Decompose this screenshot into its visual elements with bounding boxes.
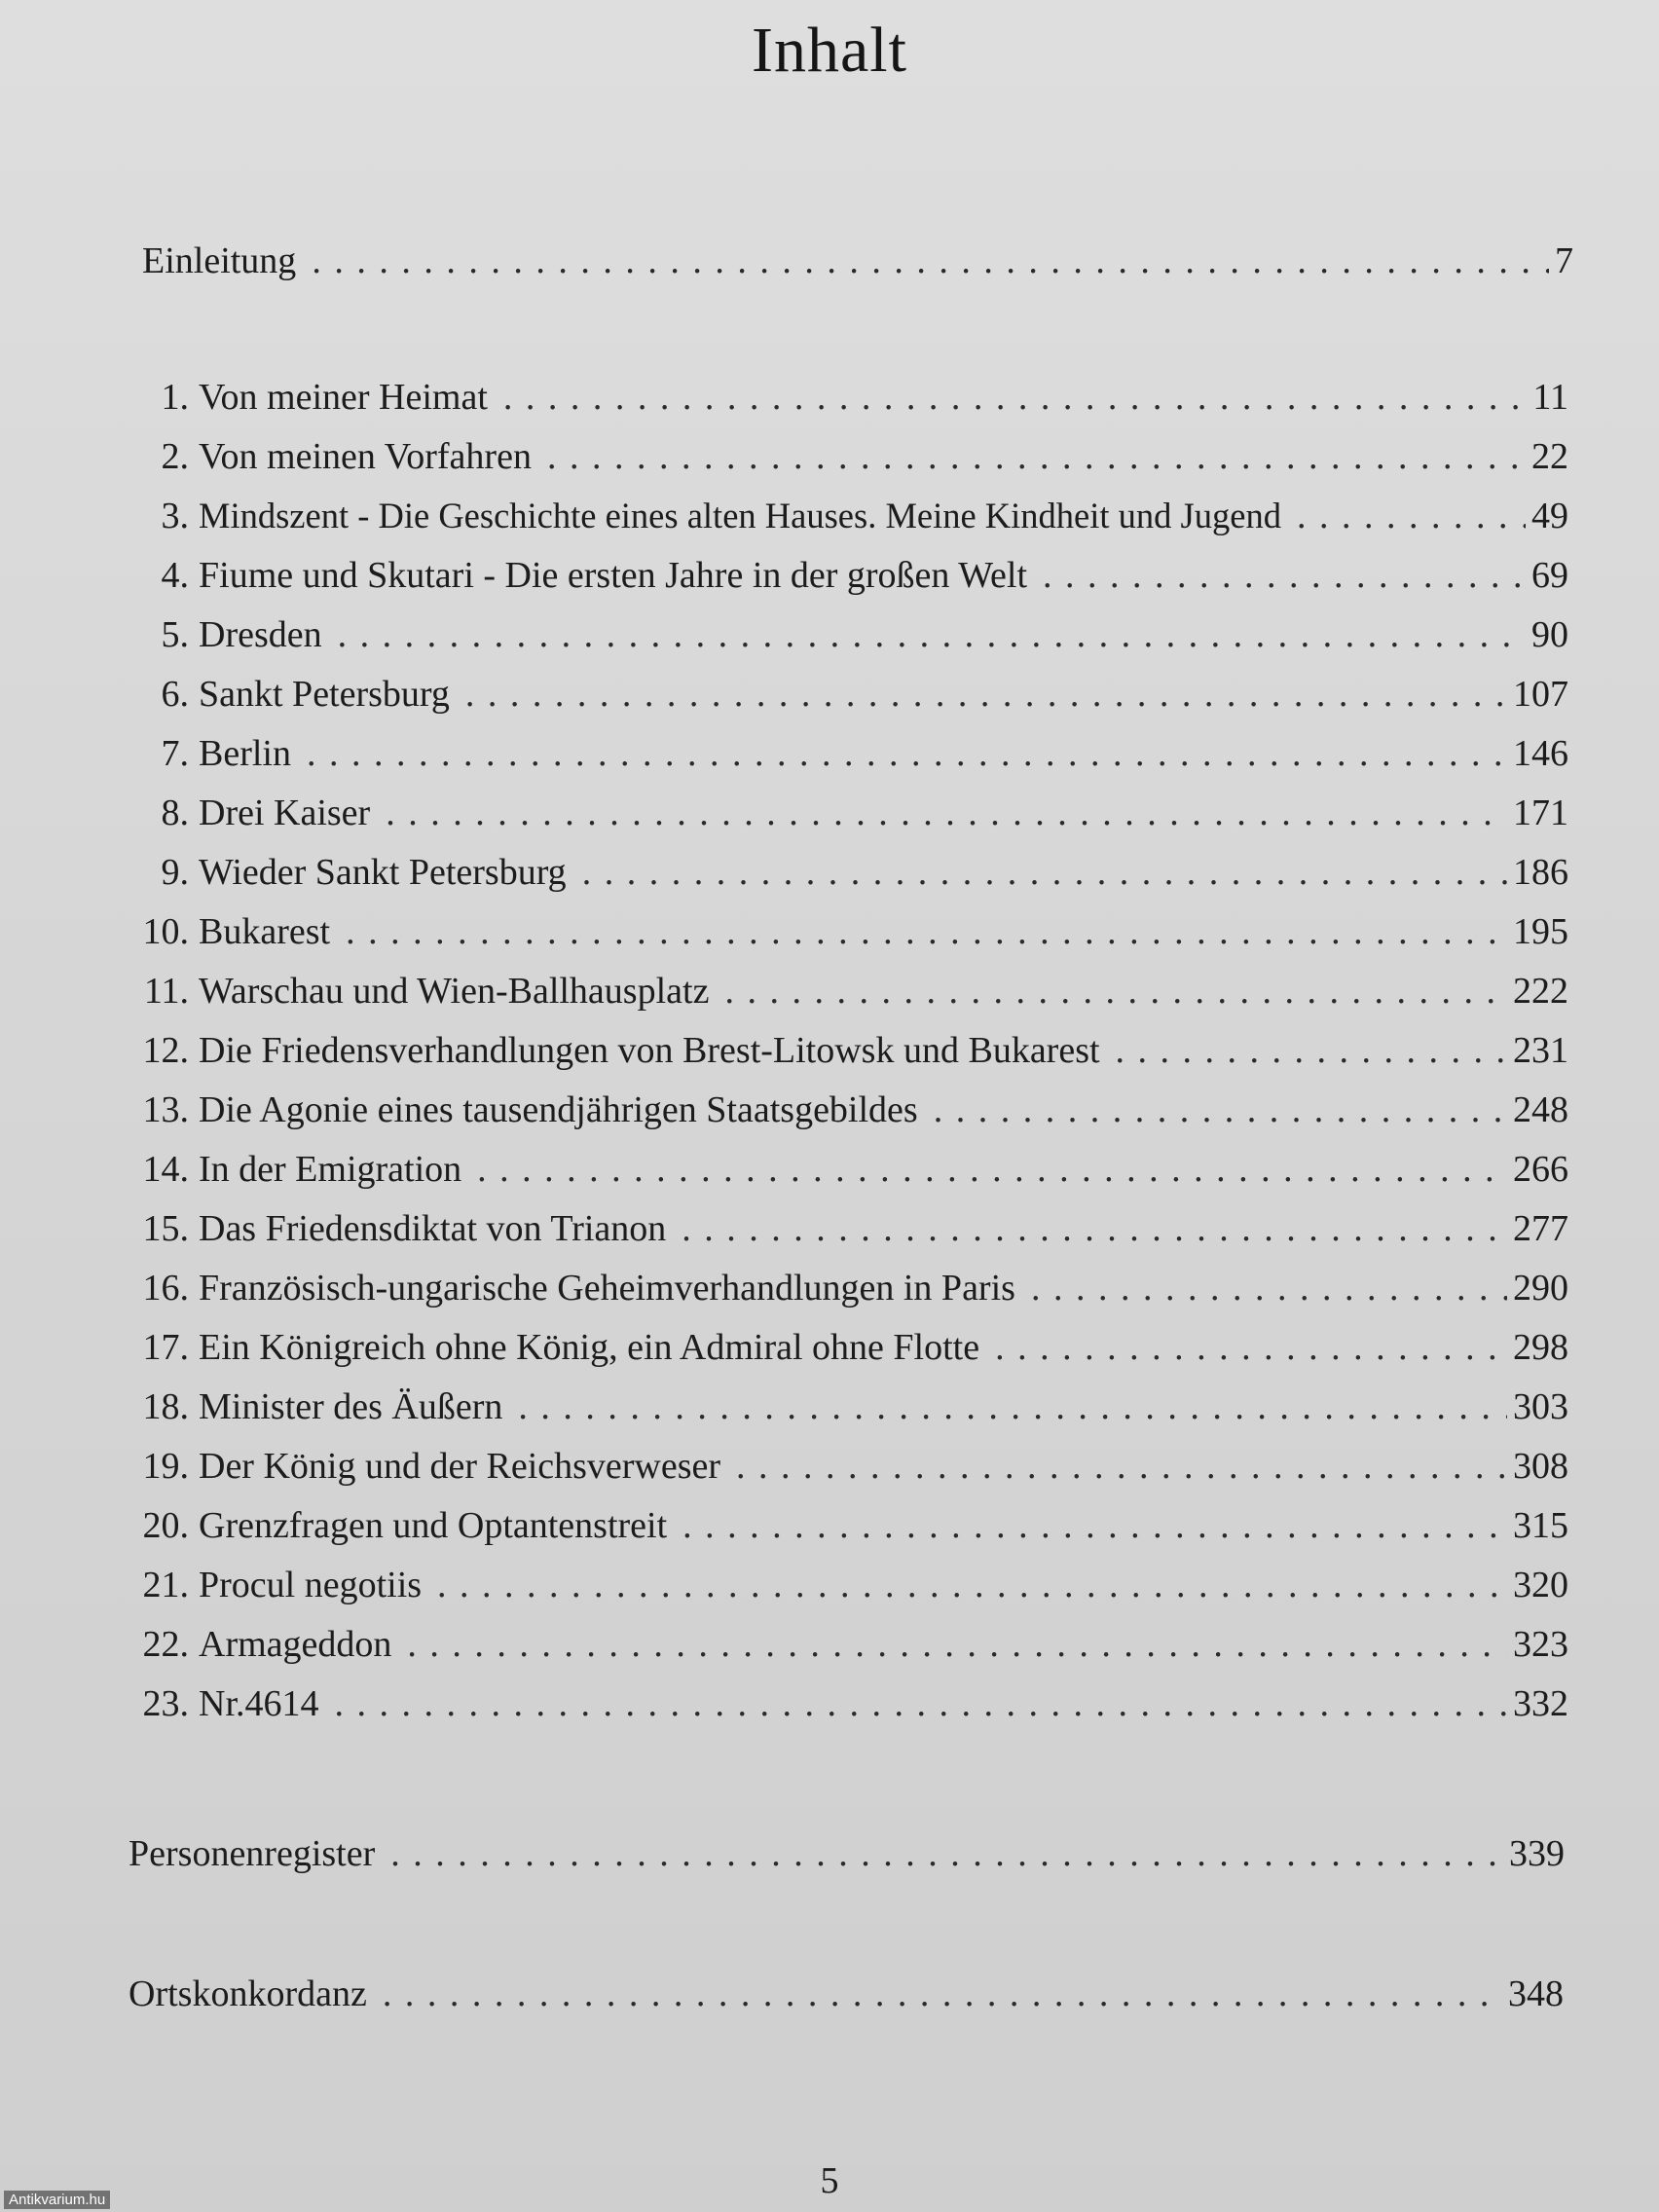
toc-entry-number: 16. [142,1268,189,1309]
dot-leader [582,849,1507,896]
toc-page-number: 332 [1513,1683,1568,1724]
toc-entry [117,968,1568,1014]
dot-leader [934,1087,1507,1133]
toc-entry-title: In der Emigration [199,1149,462,1190]
dot-leader [682,1502,1507,1549]
toc-entry-title: Die Agonie eines tausendjährigen Staatsgebildes [199,1089,918,1130]
toc-page-number: 90 [1531,614,1568,655]
toc-page-number: 7 [1555,240,1573,281]
toc-entry-title: Die Friedensverhandlungen von Brest-Litowsk und Bukarest [199,1030,1100,1071]
dot-leader [312,238,1549,284]
toc-entry [117,849,1568,896]
toc-entry-title: Sankt Petersburg [199,674,450,715]
toc-entry [117,1087,1568,1133]
toc-entry-number: 18. [142,1386,189,1427]
toc-page-number: 248 [1513,1089,1568,1130]
toc-entry-number: 10. [142,911,189,952]
toc-entry-title: Berlin [199,733,291,774]
toc-entry [117,1205,1568,1252]
page-title: Inhalt [752,15,907,86]
toc-entry-number: 4. [161,555,189,596]
toc-entry-title: Französisch-ungarische Geheimverhandlungen in Paris [199,1268,1015,1309]
toc-page-number: 171 [1513,793,1568,833]
toc-page-number: 320 [1513,1565,1568,1605]
toc-page-number: 303 [1513,1386,1568,1427]
dot-leader [477,1146,1507,1193]
toc-page-number: 277 [1513,1208,1568,1249]
dot-leader [547,433,1526,480]
toc-entry-number: 2. [161,436,189,477]
toc-entry [117,493,1568,539]
dot-leader [682,1205,1507,1252]
dot-leader [1043,552,1526,599]
toc-entry [117,1027,1568,1074]
toc-entry-number: 20. [142,1505,189,1546]
dot-leader [724,968,1507,1014]
toc-entry [117,1621,1568,1668]
toc-page-number: 308 [1513,1446,1568,1487]
dot-leader [390,1830,1503,1877]
toc-entry-number: 6. [161,674,189,715]
toc-entry-number: 23. [142,1683,189,1724]
toc-entry [129,1971,1564,2017]
toc-page-number: 195 [1513,911,1568,952]
toc-entry-number: 3. [161,496,189,536]
toc-page-number: 298 [1513,1327,1568,1368]
toc-entry-title: Grenzfragen und Optantenstreit [199,1505,668,1546]
toc-page-number: 323 [1513,1624,1568,1665]
dot-leader [407,1621,1507,1668]
toc-entry [117,1443,1568,1490]
toc-entry-title: Fiume und Skutari - Die ersten Jahre in der großen Welt [199,555,1028,596]
toc-entry-title: Warschau und Wien-Ballhausplatz [199,971,710,1012]
toc-entry [117,1383,1568,1430]
dot-leader [503,374,1528,421]
dot-leader [335,1680,1508,1727]
toc-entry-number: 19. [142,1446,189,1487]
toc-entry [117,374,1568,421]
dot-leader [346,908,1507,955]
toc-page-number: 222 [1513,971,1568,1012]
dot-leader [518,1383,1507,1430]
toc-entry [117,433,1568,480]
toc-entry [117,908,1568,955]
toc-entry [117,1146,1568,1193]
dot-leader [383,1971,1502,2017]
dot-leader [1116,1027,1507,1074]
toc-entry-number: 1. [161,377,189,418]
toc-entry-title: Bukarest [199,911,331,952]
toc-entry-title: Drei Kaiser [199,793,371,833]
toc-page-number: 339 [1509,1833,1565,1874]
toc-entry-number: 8. [161,793,189,833]
toc-page-number: 146 [1513,733,1568,774]
toc-entry-title: Ortskonkordanz [129,1973,367,2014]
toc-page-number: 186 [1513,852,1568,893]
toc-entry [129,1830,1565,1877]
toc-entry [117,1502,1568,1549]
toc-entry-number: 7. [161,733,189,774]
toc-entry-number: 22. [142,1624,189,1665]
toc-entry-number: 17. [142,1327,189,1368]
dot-leader [736,1443,1507,1490]
toc-page-number: 11 [1532,377,1568,418]
dot-leader [465,671,1507,718]
toc-entry-title: Der König und der Reichsverweser [199,1446,721,1487]
dot-leader [437,1562,1507,1608]
toc-entry [117,1265,1568,1311]
toc-entry-title: Personenregister [129,1833,376,1874]
dot-leader [338,611,1526,658]
toc-entry-title: Armageddon [199,1624,392,1665]
toc-page-number: 290 [1513,1268,1568,1309]
dot-leader [307,730,1507,777]
toc-page-number: 69 [1531,555,1568,596]
toc-entry-title: Einleitung [142,240,297,281]
toc-entry-number: 12. [142,1030,189,1071]
toc-page-number: 266 [1513,1149,1568,1190]
toc-page-number: 348 [1508,1973,1564,2014]
toc-entry-title: Das Friedensdiktat von Trianon [199,1208,667,1249]
toc-entry [117,790,1568,836]
toc-entry-title: Procul negotiis [199,1565,423,1605]
toc-entry [142,238,1573,284]
toc-entry-number: 11. [143,971,189,1012]
toc-entry-title: Von meiner Heimat [199,377,488,418]
toc-entry-title: Von meinen Vorfahren [199,436,532,477]
toc-entry [117,1324,1568,1371]
toc-entry-number: 9. [161,852,189,893]
page-number: 5 [820,2160,839,2201]
toc-page-number: 22 [1531,436,1568,477]
toc-entry-title: Nr.4614 [199,1683,319,1724]
toc-entry-number: 5. [161,614,189,655]
toc-entry [117,730,1568,777]
toc-entry-number: 15. [142,1208,189,1249]
watermark-label: Antikvarium.hu [4,2191,110,2209]
toc-entry-number: 14. [142,1149,189,1190]
dot-leader [1297,493,1526,539]
dot-leader [386,790,1507,836]
toc-page-number: 107 [1513,674,1568,715]
toc-page-number: 49 [1531,496,1568,536]
toc-entry [117,671,1568,718]
toc-entry-title: Wieder Sankt Petersburg [199,852,567,893]
toc-entry-title: Ein Königreich ohne König, ein Admiral ohne Flotte [199,1327,980,1368]
toc-entry [117,552,1568,599]
toc-entry [117,611,1568,658]
toc-page-number: 231 [1513,1030,1568,1071]
toc-page-number: 315 [1513,1505,1568,1546]
toc-entry [117,1562,1568,1608]
toc-entry-number: 21. [142,1565,189,1605]
toc-entry-title: Minister des Äußern [199,1386,503,1427]
toc-entry-number: 13. [142,1089,189,1130]
toc-entry-title: Mindszent - Die Geschichte eines alten Hauses. Meine Kindheit und Jugend [199,496,1281,535]
toc-entry [117,1680,1568,1727]
toc-entry-title: Dresden [199,614,322,655]
dot-leader [1031,1265,1507,1311]
dot-leader [995,1324,1507,1371]
